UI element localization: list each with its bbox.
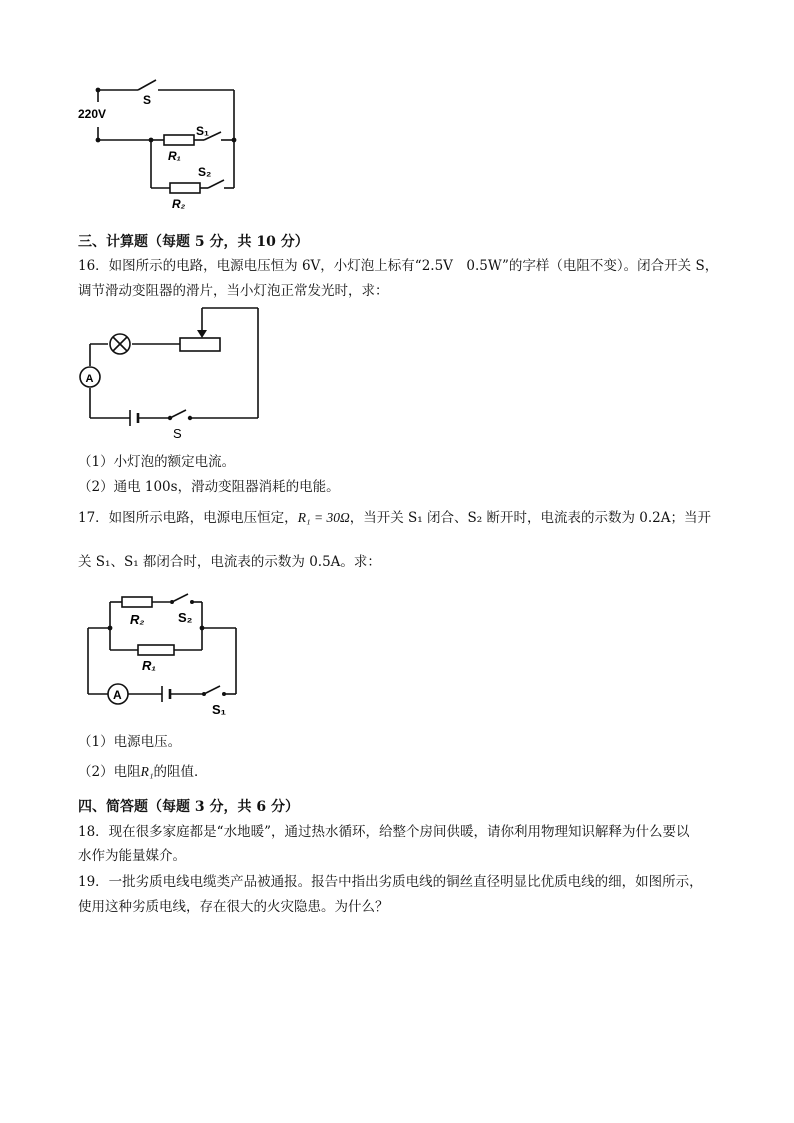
resistor-r2-label: R₂ <box>172 197 186 211</box>
circuit-diagram-15 <box>76 72 256 214</box>
section-4-heading: 四、简答题（每题 3 分，共 6 分） <box>78 799 299 815</box>
q17-sub-1: （1）电源电压。 <box>78 734 182 750</box>
switch-s2-label: S₂ <box>198 165 212 179</box>
switch-s2-label-17: S₂ <box>178 610 193 625</box>
switch-s-label-16: S <box>173 426 182 441</box>
q18-line-1: 18．现在很多家庭都是“水地暖”，通过热水循环，给整个房间供暖，请你利用物理知识解释为什么要以 <box>78 824 690 840</box>
q16-sub-2: （2）通电 100s，滑动变阻器消耗的电能。 <box>78 479 340 495</box>
circuit-diagram-16 <box>76 302 266 442</box>
switch-s1-label: S₁ <box>196 124 209 138</box>
q17-sub-2-a: （2）电阻 <box>78 764 141 780</box>
q17-line-2: 关 S₁、S₁ 都闭合时，电流表的示数为 0.5A。求： <box>78 554 381 570</box>
switch-s1-label-17: S₁ <box>212 702 227 717</box>
resistor-r1-label: R₁ <box>168 149 181 163</box>
resistor-r1-label-17: R₁ <box>142 658 156 673</box>
section-3-heading: 三、计算题（每题 5 分，共 10 分） <box>78 234 309 250</box>
voltage-label: 220V <box>78 107 107 121</box>
q17-sub-2-r1: R₁ <box>140 764 154 779</box>
ammeter-a-label: A <box>85 373 94 385</box>
switch-s-label: S <box>143 93 152 107</box>
q16-sub-1: （1）小灯泡的额定电流。 <box>78 454 236 470</box>
q17-line-1 <box>78 508 728 528</box>
resistor-r2-label-17: R₂ <box>130 612 145 627</box>
r1-equation: R₁ = 30Ω <box>297 510 350 525</box>
q17-line-1-a: 17．如图所示电路，电源电压恒定， <box>78 510 298 526</box>
circuit-diagram-17 <box>80 588 244 718</box>
ammeter-a-label-17: A <box>113 688 122 702</box>
q16-line-1: 16．如图所示的电路，电源电压恒为 6V，小灯泡上标有“2.5V 0.5W”的字样（电阻不变）。闭合开关 S， <box>78 258 719 274</box>
q17-sub-2-b: 的阻值． <box>153 764 208 780</box>
q16-line-2: 调节滑动变阻器的滑片，当小灯泡正常发光时，求： <box>78 283 389 299</box>
q17-line-1-b: ，当开关 S₁ 闭合、S₂ 断开时，电流表的示数为 0.2A；当开 <box>349 510 711 526</box>
q19-line-2: 使用这种劣质电线，存在很大的火灾隐患。为什么？ <box>78 899 389 915</box>
q17-sub-2 <box>78 762 728 782</box>
q18-line-2: 水作为能量媒介。 <box>78 848 186 864</box>
q19-line-1: 19．一批劣质电线电缆类产品被通报。报告中指出劣质电线的铜丝直径明显比优质电线的细，如图所示， <box>78 874 703 890</box>
